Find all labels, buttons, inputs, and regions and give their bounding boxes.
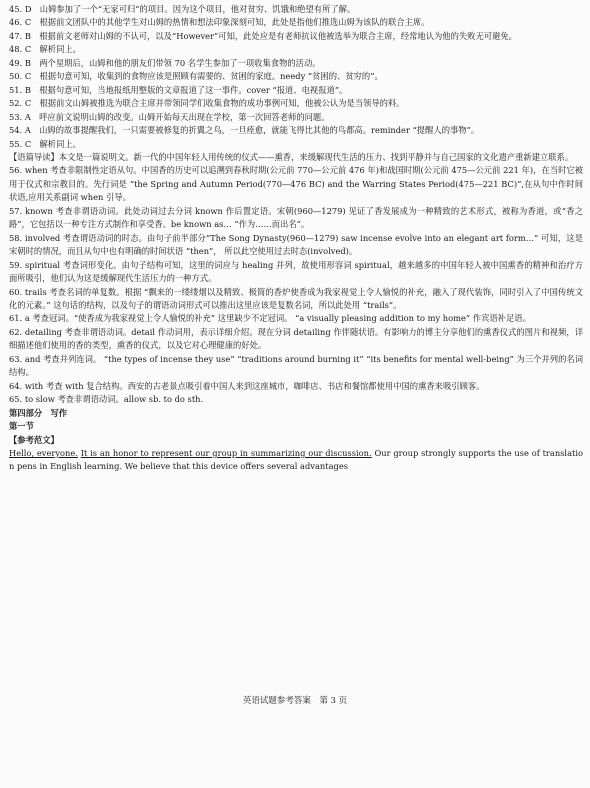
essay-greeting: Hello, everyone. [9, 447, 78, 458]
answer-53: 53. A 呼应前文说明山姆的改变。山姆开始每天出现在学校，第一次回答老师的问题。 [9, 111, 330, 122]
answer-62: 62. detailing 考查非谓语动词。detail 作动词用，表示详细介绍。现在分词 detailing 作伴随状语。有影响力的博主分享他们的熏香仪式的图片和视频，详细描述他们使用的香的类型，熏香的仪式，以及它对心理健康的好处。 [9, 326, 583, 351]
page-footer: 英语试题参考答案 第 3 页 [242, 696, 348, 706]
essay-opening-sentence: It is an honor to represent our group in summarizing our discussion. [80, 447, 372, 458]
passage-guide: 【语篇导读】本文是一篇说明文。新一代的中国年轻人用传统的仪式——熏香，来缓解现代生活的压力、找到平静并与自己国家的文化遗产重新建立联系。 [9, 151, 574, 162]
answer-56: 56. when 考查非限制性定语从句。中国香的历史可以追溯到春秋时期(公元前 770—公元前 476 年)和战国时期(公元前 475—公元前 221 年)，在当时它被用于仪式和宗教目的。先行词是 “the Spring and Autumn Period(770—476 BC) and the Warring States Period(475—221 BC)”,在从句中作时间状语,应用关系副词 when 引导。 [9, 165, 583, 203]
answer-60: 60. trails 考查名词的单复数。根据 “飘来的一缕缕烟以及精致、极简的香炉使香成为我家视觉上令人愉悦的补充，融入了现代装饰，同时引入了中国传统文化的元素。” 这句话的结构，以及句子的谓语动词形式可以推出这里应该是复数名词，所以此处用 “trails”。 [9, 286, 583, 310]
answer-48: 48. C 解析同上。 [9, 44, 81, 55]
essay-body: Our group strongly supports the use of translation pens in English learning. We believe that this device offers several advantages [9, 447, 583, 472]
answer-46: 46. C 根据前文团队中的其他学生对山姆的热情和想法印象深刻可知，此处是指他们推选山姆为该队的联合主席。 [9, 17, 430, 28]
answer-49: 49. B 两个星期后，山姆和他的朋友们带领 70 名学生参加了一项收集食物的活动。 [9, 57, 321, 68]
answer-61: 61. a 考查冠词。“使香成为我家视觉上令人愉悦的补充” 这里缺少不定冠词。 “a visually pleasing addition to my home” 作宾语补足语。 [9, 313, 531, 324]
answer-63: 63. and 考查并列连词。 “the types of incense they use” “traditions around burning it” “its benefits for mental well-being” 为三个并列的名词结构。 [9, 353, 583, 378]
answer-65: 65. to slow 考查非谓语动词。allow sb. to do sth. [9, 394, 204, 405]
sub-heading: 第一节 [9, 421, 34, 432]
answer-52: 52. C 根据前文山姆被推选为联合主席并带领同学们收集食物的成功事例可知，他被公认为是当领导的料。 [9, 98, 405, 109]
answer-54: 54. A 山姆的故事提醒我们，一只需要被修复的折翼之鸟，一旦痊愈，就能飞得比其他的鸟都高。reminder “提醒人的事物”。 [9, 125, 480, 136]
answer-50: 50. C 根据句意可知，收集到的食物应该是照顾有需要的、贫困的家庭。needy “贫困的、贫穷的”。 [9, 71, 383, 82]
answer-55: 55. C 解析同上。 [9, 138, 81, 149]
model-essay-label: 【参考范文】 [9, 434, 59, 445]
answer-51: 51. B 根据句意可知，当地报纸用整版的文章报道了这一事件。cover “报道、电视报道”。 [9, 84, 348, 95]
answer-45: 45. D 山姆参加了一个“无家可归”的项目。因为这个项目，他对贫穷、饥饿和绝望有所了解。 [9, 4, 356, 14]
page-content [9, 3, 583, 474]
answer-47: 47. B 根据前文老师对山姆的不认可，以及“However”可知，此处应是有老师抗议他被选举为联合主席，经常地认为他的失败无可避免。 [9, 30, 517, 41]
answer-58: 58. involved 考查谓语动词的时态。由句子前半部分“The Song Dynasty(960—1279) saw incense evolve into an elegant art form…” 可知，这是宋朝时的情况，而且从句中也有明确的时间状语 “then”， 所以此空使用过去时态(involved)。 [9, 232, 583, 257]
answer-59: 59. spiritual 考查词形变化。由句子结构可知，这里的词应与 healing 并列，故使用形容词 spiritual，越来越多的中国年轻人被中国熏香的精神和治疗方面所吸引，他们认为这是缓解现代生活压力的一种方式。 [9, 259, 583, 284]
model-essay [9, 447, 583, 474]
answer-57: 57. known 考查非谓语动词。此处动词过去分词 known 作后置定语。宋朝(960—1279) 见证了香发展成为一种精致的艺术形式，被称为香道，或“香之路”，它包括以一种专注方式制作和享受香。be known as… “作为……而出名”。 [9, 205, 583, 230]
answer-64: 64. with 考查 with 复合结构。西安的古老景点吸引着中国人来到这座城市，咖啡店、书店和餐馆都使用中国的熏香来吸引顾客。 [9, 380, 485, 391]
section-heading: 第四部分 写作 [9, 407, 68, 418]
